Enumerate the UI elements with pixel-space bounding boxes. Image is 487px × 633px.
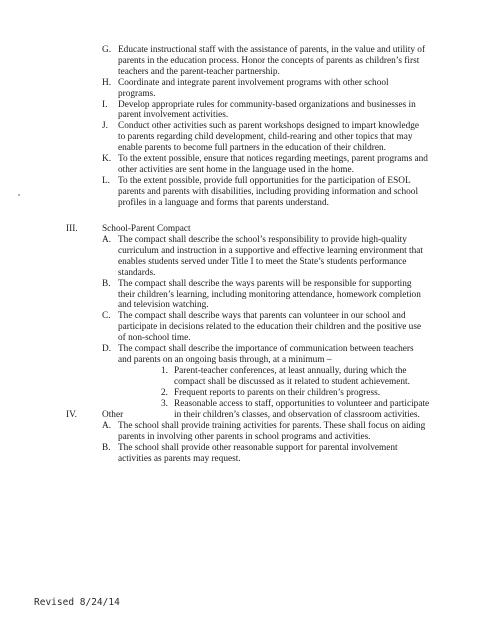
compact-item-d [0, 344, 428, 366]
item-text: Educate instructional staff with the assistance of parents, in the value and utility of parents in the education process. Honor the concepts of parents as children’s first teachers and the parent-teacher partnership. [118, 45, 426, 77]
list-item-k [0, 154, 428, 176]
compact-item-c [0, 311, 428, 344]
item-letter: J. [102, 121, 108, 132]
item-letter: A. [102, 421, 112, 431]
top-list [0, 45, 487, 209]
list-item-i [0, 100, 428, 122]
list-item-g [0, 45, 428, 78]
item-text: The school shall provide training activities for parents. These shall focus on aiding parents in involving other parents in school programs and activities. [118, 421, 426, 442]
section-numeral: III. [66, 224, 78, 234]
item-letter: A. [102, 235, 112, 245]
item-number: 1. [161, 365, 168, 376]
numbered-item-2 [0, 388, 430, 399]
item-letter: H. [102, 77, 112, 88]
section-title: Other [102, 410, 124, 420]
numbered-item-1 [0, 366, 430, 388]
item-letter: B. [102, 278, 111, 289]
section-iii [0, 224, 487, 420]
item-text: Reasonable access to staff, opportunities to volunteer and participate in their children’s classes, and observation of classroom activities. [174, 398, 430, 420]
item-text: The school shall provide other reasonable support for parental involvement activities as parents may request. [118, 442, 398, 464]
section-title: School-Parent Compact [102, 224, 191, 234]
item-number: 3. [161, 398, 168, 409]
other-item-b [0, 443, 428, 465]
item-letter: C. [102, 311, 111, 322]
item-text: To the extent possible, ensure that notices regarding meetings, parent programs and other activities are sent home in the language used in the home. [118, 154, 428, 175]
item-text: To the extent possible, provide full opportunities for the participation of ESOL parents and parents with disabilities, including providing information and school profiles in a language and forms that parents understand. [118, 175, 419, 208]
revision-footer: Revised 8/24/14 [34, 597, 120, 608]
item-text: Parent-teacher conferences, at least annually, during which the compact shall be discussed as it related to student achievement. [174, 365, 410, 387]
list-item-j [0, 121, 428, 154]
compact-item-a [0, 235, 428, 279]
item-letter: K. [102, 154, 112, 165]
item-letter: G. [102, 45, 112, 55]
other-item-a [0, 421, 428, 443]
list-item-l [0, 176, 428, 209]
compact-item-b [0, 279, 428, 312]
item-text: Frequent reports to parents on their children’s progress. [174, 387, 381, 398]
item-text: Conduct other activities such as parent workshops designed to impart knowledge to parents regarding child development, child-rearing and other topics that may enable parents to become full partners in the education of their children. [118, 121, 420, 154]
item-letter: I. [102, 99, 108, 110]
item-text: The compact shall describe ways that parents can volunteer in our school and participate in decisions related to the education their children and the positive use of non-school time. [118, 311, 422, 344]
item-text: Develop appropriate rules for community-based organizations and businesses in parent involvement activities. [118, 99, 416, 121]
section-numeral: IV. [66, 410, 77, 420]
item-number: 2. [161, 387, 168, 398]
item-text: The compact shall describe the school’s responsibility to provide high-quality curriculum and instruction in a supportive and effective learning environment that enables students served under Title I to meet the State’s students performance standards. [118, 235, 423, 278]
item-text: Coordinate and integrate parent involvement programs with other school programs. [118, 77, 389, 99]
section-iv [0, 410, 487, 465]
item-letter: B. [102, 442, 111, 453]
item-text: The compact shall describe the ways parents will be responsible for supporting their children’s learning, including monitoring attendance, homework completion and television watching. [118, 278, 421, 311]
list-item-h [0, 78, 428, 100]
item-letter: L. [102, 175, 111, 186]
item-letter: D. [102, 344, 112, 355]
scan-speck [18, 194, 20, 196]
item-text: The compact shall describe the importance of communication between teachers and parents on an ongoing basis through, at a minimum – [118, 344, 414, 365]
